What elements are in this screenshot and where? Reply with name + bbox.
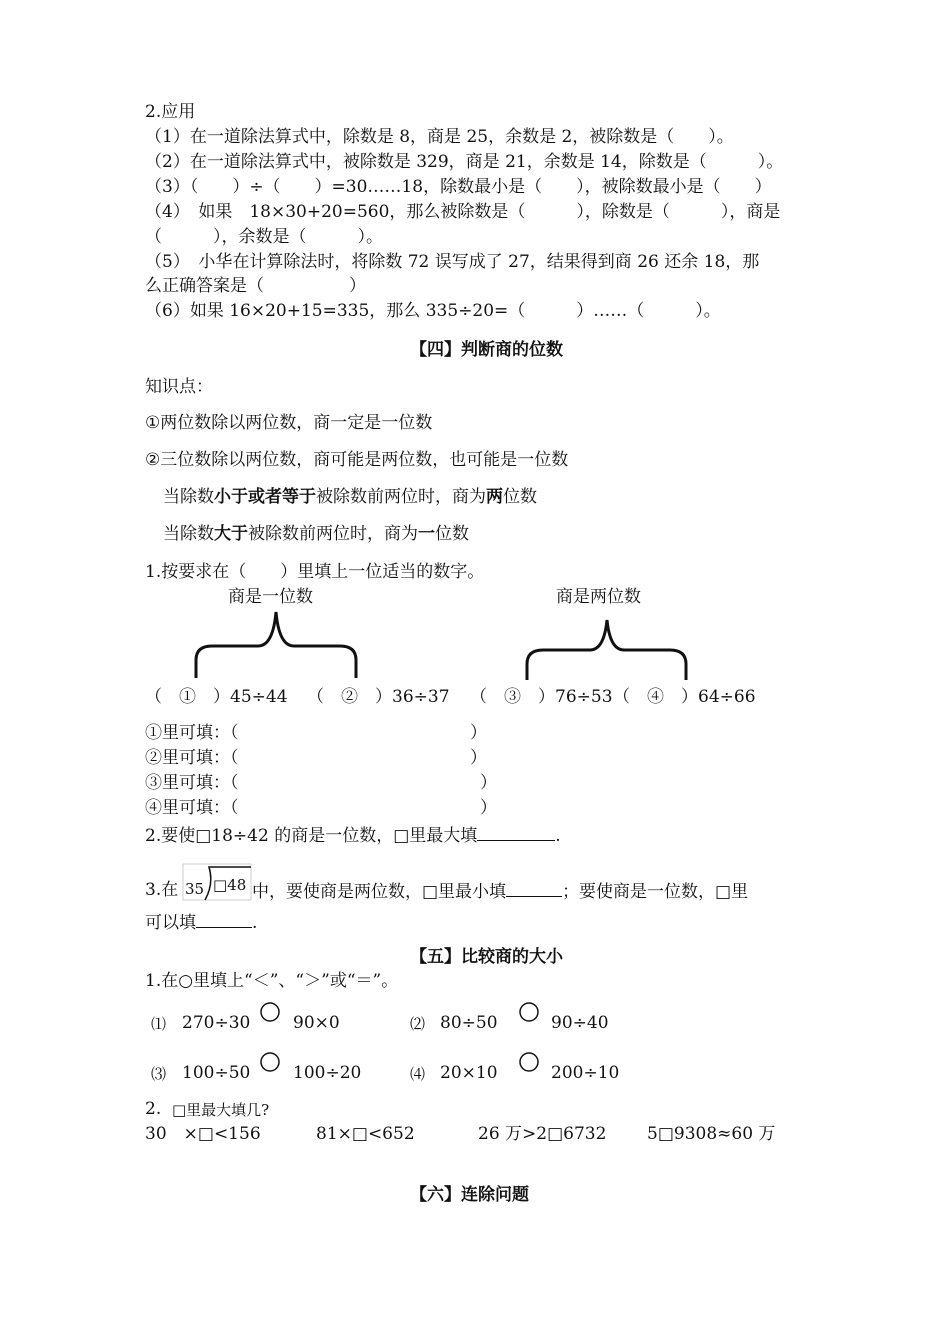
label-two-digit-quotient: 商是两位数	[556, 587, 641, 607]
section6-heading: 【六】连除问题	[410, 1185, 529, 1205]
fill-3-label: ③里可填：（	[145, 773, 239, 793]
q2-question: □里最大填几?	[172, 1101, 270, 1119]
compare-4-num: ⑷	[410, 1065, 426, 1083]
q1-instruction: 1.按要求在（ ）里填上一位适当的数字。	[145, 562, 485, 582]
expr-2: （ ② ）36÷37	[307, 687, 450, 707]
compare-2-num: ⑵	[410, 1015, 426, 1033]
q3-text: 中，要使商是两位数，□里最小填 ；要使商是一位数，□里	[252, 882, 749, 902]
compare-4-left: 20×10	[440, 1063, 498, 1083]
fill-2-close: ）	[470, 748, 487, 768]
compare-instruction: 1.在○里填上“＜”、“＞”或“＝”。	[145, 971, 399, 991]
fill-3-close: ）	[480, 773, 497, 793]
compare-2-right: 90÷40	[551, 1013, 609, 1033]
fill-4-close: ）	[480, 798, 497, 818]
compare-3-right: 100÷20	[293, 1063, 362, 1083]
knowledge-point-2: ②三位数除以两位数，商可能是两位数，也可能是一位数	[145, 450, 569, 470]
apply-item-5-cont: 么正确答案是（ ）	[145, 276, 366, 296]
compare-2-left: 80÷50	[440, 1013, 498, 1033]
division-dividend: □48	[213, 876, 247, 894]
fill-1-label: ①里可填：（	[145, 723, 239, 743]
label-one-digit-quotient: 商是一位数	[228, 587, 313, 607]
knowledge-point-4: 当除数大于被除数前两位时，商为一位数	[163, 524, 469, 544]
section4-heading: 【四】判断商的位数	[410, 340, 563, 360]
fill-2-label: ②里可填：（	[145, 748, 239, 768]
division-divisor: 35	[185, 880, 205, 898]
ineq-3: 26 万>2□6732	[478, 1124, 607, 1144]
apply-item-5: （5） 小华在计算除法时，将除数 72 误写成了 27，结果得到商 26 还余 18，那	[145, 252, 760, 272]
compare-circle-2	[520, 1003, 538, 1021]
apply-item-1: （1）在一道除法算式中，除数是 8，商是 25，余数是 2，被除数是（ ）。	[145, 127, 734, 147]
compare-1-num: ⑴	[151, 1015, 167, 1033]
q3-prefix: 3.在	[145, 880, 179, 900]
compare-4-right: 200÷10	[551, 1063, 620, 1083]
compare-circle-3	[261, 1053, 279, 1071]
apply-title: 2.应用	[145, 102, 196, 122]
expr-3: （ ③ ）76÷53	[470, 687, 613, 707]
ineq-2: 81×□<652	[316, 1124, 415, 1144]
knowledge-point-3: 当除数小于或者等于被除数前两位时，商为两位数	[163, 487, 537, 507]
knowledge-point-1: ①两位数除以两位数，商一定是一位数	[145, 413, 433, 433]
apply-item-3: （3）（ ）÷（ ）=30……18，除数最小是（ ），被除数最小是（ ）	[145, 177, 772, 197]
compare-circle-1	[261, 1003, 279, 1021]
q3-text-cont: 可以填 .	[145, 913, 258, 933]
fill-1-close: ）	[470, 723, 487, 743]
ineq-1: 30 ×□<156	[145, 1124, 261, 1144]
apply-item-2: （2）在一道除法算式中，被除数是 329，商是 21，余数是 14，除数是（ ）。	[145, 152, 784, 172]
apply-item-6: （6）如果 16×20+15=335，那么 335÷20=（ ）……（ ）。	[145, 301, 721, 321]
compare-1-right: 90×0	[293, 1013, 340, 1033]
q2-text: 2.要使□18÷42 的商是一位数，□里最大填 .	[145, 826, 561, 846]
knowledge-label: 知识点：	[145, 377, 213, 397]
section5-heading: 【五】比较商的大小	[410, 947, 563, 967]
compare-3-left: 100÷50	[182, 1063, 251, 1083]
apply-item-4-cont: （ ），余数是（ ）。	[145, 227, 383, 247]
compare-circle-4	[520, 1053, 538, 1071]
q2-number: 2.	[145, 1099, 162, 1119]
apply-item-4: （4） 如果 18×30+20=560，那么被除数是（ ），除数是（ ），商是	[145, 202, 781, 222]
compare-1-left: 270÷30	[182, 1013, 251, 1033]
expr-1: （ ① ）45÷44	[145, 687, 288, 707]
fill-4-label: ④里可填：（	[145, 798, 239, 818]
ineq-4: 5□9308≈60 万	[647, 1124, 776, 1144]
compare-3-num: ⑶	[151, 1065, 167, 1083]
expr-4: （ ④ ）64÷66	[613, 687, 756, 707]
